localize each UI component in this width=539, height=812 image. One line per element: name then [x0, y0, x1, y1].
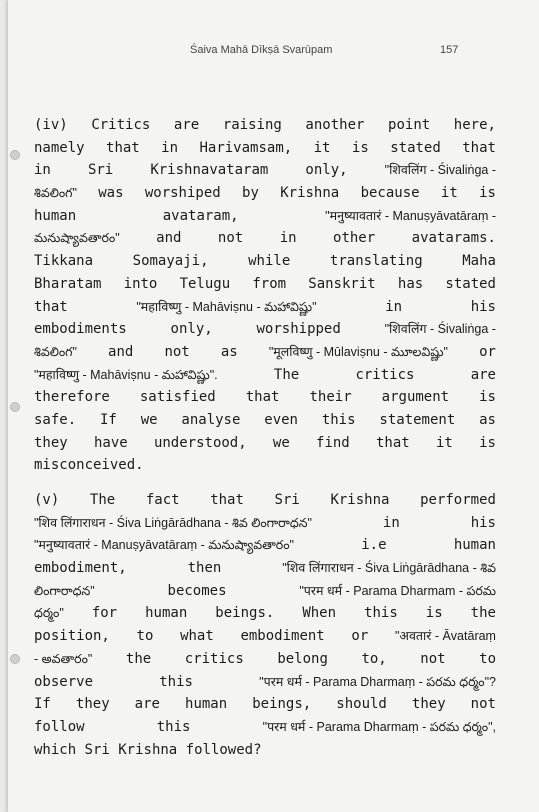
text-line — [34, 602, 496, 625]
word: avatarams. — [411, 230, 496, 247]
text-line — [34, 648, 496, 671]
text-line — [34, 318, 496, 341]
text-line — [34, 341, 496, 364]
word: If — [34, 696, 51, 713]
book-page — [8, 0, 539, 812]
text-line — [34, 534, 496, 557]
word: Krishna — [330, 492, 390, 508]
word: his — [470, 514, 496, 531]
punch-hole — [10, 654, 20, 664]
word: not — [470, 696, 496, 713]
word: is — [479, 434, 496, 451]
punch-hole — [10, 150, 20, 160]
word: and — [156, 230, 182, 247]
word: followed? — [185, 741, 262, 758]
text-line — [34, 227, 496, 250]
word: Krishna — [118, 741, 178, 758]
text-line — [34, 693, 496, 716]
word: "परम धर्म - Parama Dharmaṃ - పరమ ధర్మం", — [262, 719, 496, 734]
word: embodiment — [240, 628, 325, 645]
word: Bharatam — [34, 275, 102, 292]
word: this — [156, 718, 191, 735]
punch-hole — [10, 402, 20, 412]
paragraph-v — [34, 489, 496, 761]
word: raising — [222, 117, 282, 133]
text-line — [34, 114, 496, 137]
word: ధర్మం" — [34, 606, 64, 621]
text-line — [34, 512, 496, 535]
word: translating — [329, 253, 423, 270]
word: not — [420, 650, 446, 667]
word: only, — [305, 162, 348, 179]
word: "शिव लिंगाराधन - Śiva Liṅgārādhana - శివ — [282, 561, 496, 576]
word: "शिव लिंगाराधन - Śiva Liṅgārādhana - శివ లింగారాధన" — [34, 515, 312, 530]
word: stated — [445, 275, 496, 292]
word: misconceived. — [34, 457, 144, 474]
text-line — [34, 273, 496, 296]
word: it — [440, 185, 458, 202]
word: what — [180, 628, 214, 645]
word: have — [93, 434, 128, 451]
word: only, — [170, 321, 213, 338]
word: has — [397, 275, 424, 292]
word: human — [453, 537, 496, 554]
word: Krishna — [280, 185, 340, 202]
word: Tikkana — [34, 253, 94, 270]
word: we — [140, 411, 158, 428]
text-line — [34, 205, 496, 228]
word: even — [264, 411, 298, 428]
word: that — [106, 139, 140, 156]
word: If — [100, 411, 117, 428]
word: లింగారాధన" — [34, 583, 95, 598]
word: his — [470, 298, 496, 315]
word: Somayaji, — [132, 253, 209, 270]
word: therefore — [34, 389, 110, 406]
word: in — [382, 514, 400, 531]
paragraph-iv — [34, 114, 496, 477]
word: and — [108, 343, 134, 360]
word: not — [164, 343, 190, 360]
word: critics — [355, 366, 415, 383]
word: that — [210, 492, 244, 508]
word: we — [272, 434, 290, 451]
word: belong — [277, 650, 328, 667]
word: safe. — [34, 411, 77, 428]
word: then — [187, 560, 222, 577]
word: argument — [381, 389, 450, 406]
header-title: Śaiva Mahā Dīkṣā Svarūpam — [190, 44, 333, 56]
word: i.e — [361, 537, 387, 554]
word: "महाविष्णु - Mahāviṣnu - మహావిష్ణు". — [34, 367, 218, 382]
word: should — [336, 696, 387, 713]
word: find — [316, 434, 350, 451]
word: their — [309, 389, 352, 406]
word: human — [34, 207, 77, 224]
word: in — [279, 230, 297, 247]
word: because — [360, 185, 420, 202]
word: avataram, — [162, 207, 239, 224]
word: to — [479, 650, 496, 667]
word: beings, — [252, 696, 312, 713]
word: are — [470, 366, 496, 383]
word: in — [385, 298, 403, 315]
word: this — [364, 605, 398, 622]
word: performed — [420, 492, 496, 508]
word: "मूलविष्णु - Mūlaviṣnu - మూలవిష్ణు" — [268, 344, 448, 359]
word: understood, — [153, 434, 247, 451]
word: worshipped — [256, 321, 341, 338]
word: they — [75, 696, 110, 713]
word: position, — [34, 628, 110, 645]
word: that — [462, 139, 496, 156]
text-line — [34, 557, 496, 580]
word: embodiments — [34, 321, 127, 338]
text-line — [34, 137, 496, 160]
word: it — [313, 139, 331, 156]
word: the — [125, 650, 152, 667]
word: by — [242, 185, 259, 202]
text-line — [34, 409, 496, 432]
word: The — [89, 492, 116, 508]
text-line — [34, 250, 496, 273]
word: "अवतारं - Āvatāraṃ — [394, 629, 496, 644]
text-line — [34, 625, 496, 648]
word: or — [351, 628, 369, 645]
word: Sri — [274, 492, 300, 508]
word: Krishnavataram — [150, 162, 269, 179]
word: in — [161, 139, 179, 156]
word: "शिवलिंग - Śivaliṅga - — [384, 163, 496, 178]
word: embodiment, — [34, 560, 127, 577]
word: "महाविष्णु - Mahāviṣnu - మహావిష్ణు" — [136, 299, 317, 314]
word: Critics — [91, 117, 151, 133]
word: critics — [184, 650, 244, 667]
word: as — [479, 411, 496, 428]
word: are — [173, 117, 200, 133]
word: When — [302, 605, 337, 622]
word: that — [34, 298, 68, 315]
word: - అవతారం" — [34, 651, 93, 666]
text-line — [34, 454, 496, 477]
word: other — [333, 230, 376, 247]
word: (v) — [34, 492, 60, 508]
word: "परम धर्म - Parama Dharmaṃ - పరమ ధర్మం"? — [259, 674, 496, 689]
word: Maha — [462, 253, 496, 270]
word: point — [388, 117, 431, 133]
text-line — [34, 671, 496, 694]
word: Sri — [87, 162, 114, 179]
text-line — [34, 489, 496, 512]
word: human — [185, 696, 228, 713]
word: Sanskrit — [308, 275, 376, 292]
word: becomes — [167, 582, 227, 599]
text-line — [34, 580, 496, 603]
word: another — [305, 117, 365, 133]
word: is — [479, 389, 496, 406]
word: Telugu — [179, 275, 231, 292]
word: this — [159, 673, 193, 690]
text-line — [34, 432, 496, 455]
word: here, — [453, 117, 496, 133]
word: fact — [145, 492, 180, 508]
word: in — [34, 162, 51, 179]
word: are — [134, 696, 160, 713]
text-line — [34, 739, 496, 762]
word: not — [217, 230, 244, 247]
word: from — [252, 275, 287, 292]
running-header — [8, 44, 539, 60]
word: to, — [361, 650, 387, 667]
word: (iv) — [34, 117, 68, 133]
text-line — [34, 386, 496, 409]
word: worshiped — [144, 185, 221, 202]
word: the — [470, 605, 496, 622]
word: is — [351, 139, 369, 156]
word: into — [123, 275, 158, 292]
word: analyse — [181, 411, 241, 428]
word: or — [479, 343, 496, 360]
word: that — [245, 389, 280, 406]
word: it — [435, 434, 453, 451]
word: is — [479, 185, 496, 202]
word: "शिवलिंग - Śivaliṅga - — [384, 322, 496, 337]
word: "मनुष्यावतारं - Manuṣyāvatāraṃ - — [325, 208, 496, 223]
text-line — [34, 296, 496, 319]
word: which — [34, 741, 77, 758]
text-line — [34, 182, 496, 205]
word: observe — [34, 673, 94, 690]
word: that — [375, 434, 410, 451]
word: namely — [34, 139, 85, 156]
word: for — [91, 605, 118, 622]
word: while — [248, 253, 291, 270]
word: beings. — [215, 605, 275, 622]
word: The — [273, 366, 300, 383]
word: శివలింగ" — [34, 344, 77, 359]
word: human — [145, 605, 188, 622]
word: stated — [390, 139, 441, 156]
text-line — [34, 364, 496, 387]
word: "परम धर्म - Parama Dharmam - పరమ — [299, 583, 496, 598]
word: శివలింగ" — [34, 186, 77, 201]
word: follow — [34, 718, 85, 735]
word: was — [98, 185, 124, 202]
word: to — [136, 628, 154, 645]
word: "मनुष्यावतारं - Manuṣyāvatāraṃ - మనుష్యావతారం" — [34, 538, 294, 553]
word: Harivamsam, — [199, 139, 293, 156]
word: they — [411, 696, 446, 713]
word: మనుష్యావతారం" — [34, 231, 120, 246]
word: they — [34, 434, 68, 451]
word: is — [425, 605, 443, 622]
page-number: 157 — [440, 44, 459, 56]
word: statement — [379, 411, 456, 428]
word: satisfied — [139, 389, 216, 406]
word: this — [321, 411, 356, 428]
text-line — [34, 716, 496, 739]
word: as — [220, 343, 238, 360]
text-line — [34, 159, 496, 182]
word: Sri — [84, 741, 110, 758]
